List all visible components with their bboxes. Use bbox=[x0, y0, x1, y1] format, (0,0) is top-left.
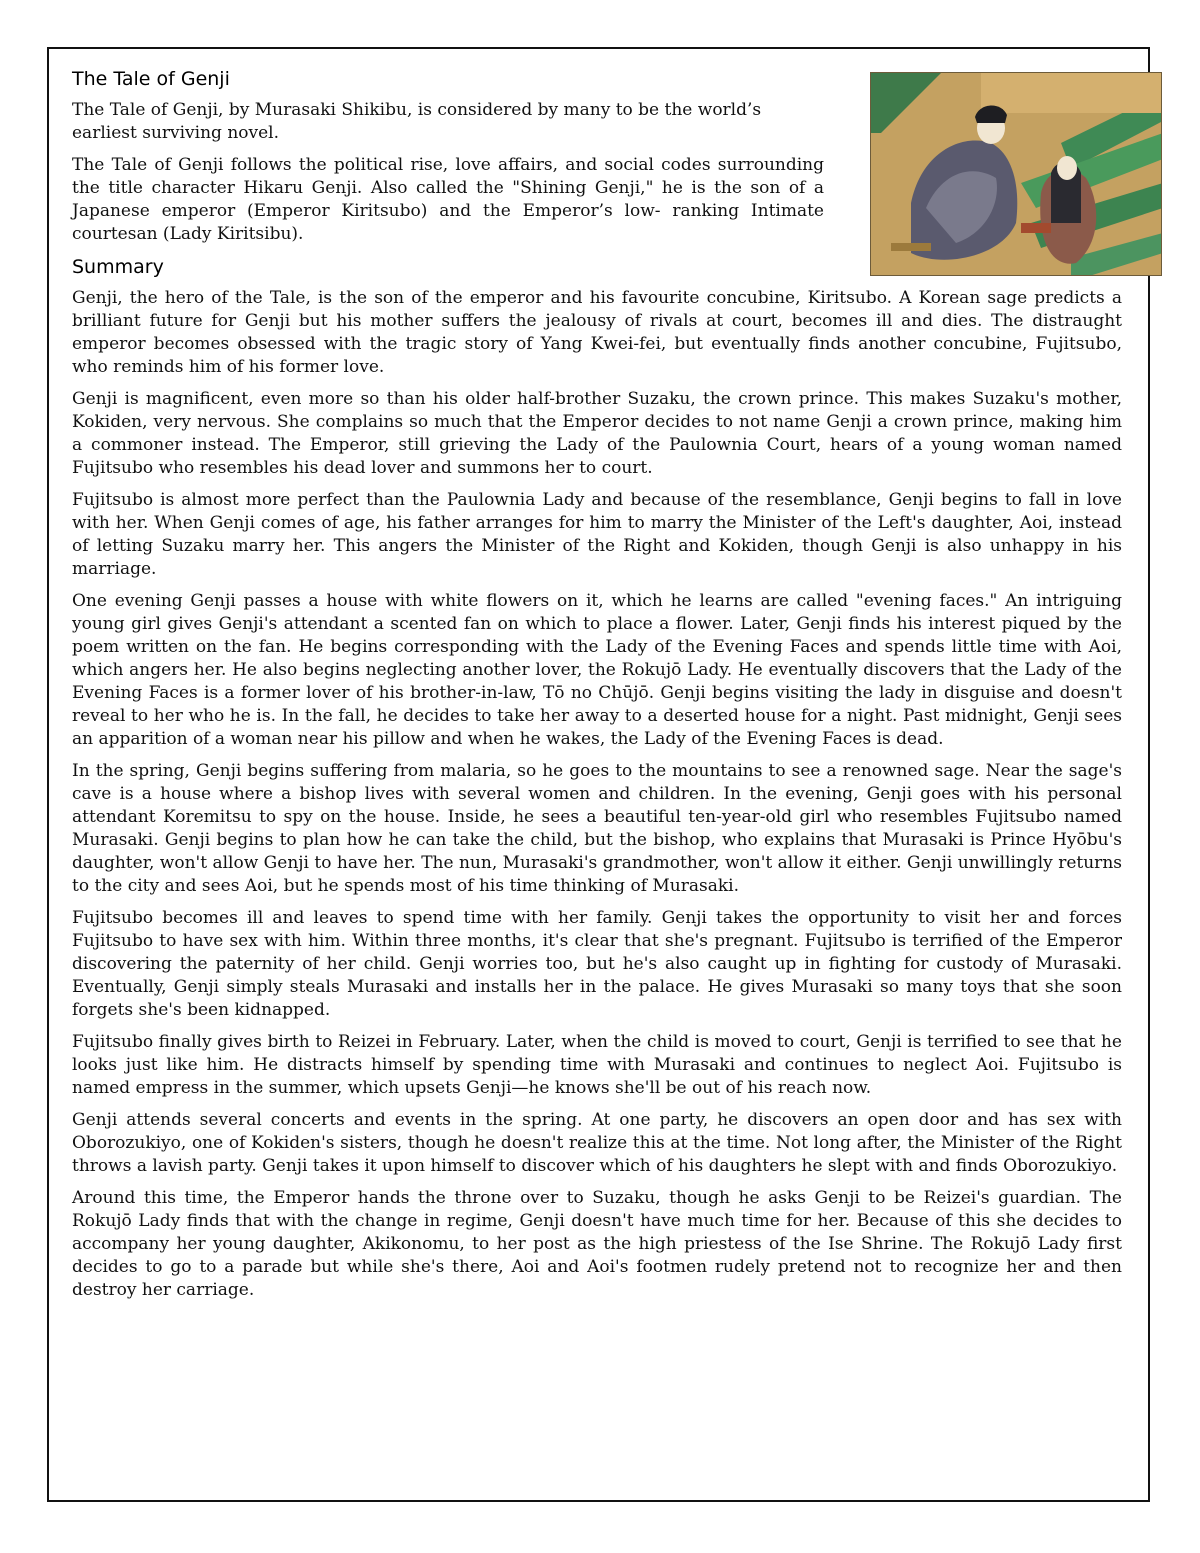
genji-illustration bbox=[870, 72, 1162, 276]
summary-paragraph: Fujitsubo finally gives birth to Reizei in February. Later, when the child is moved to court, Genji is terrified to see that he looks just like him. He distracts himself by spending time with Murasaki and continues to neglect Aoi. Fujitsubo is named empress in the summer, which upsets Genji—he knows she'll be out of his reach now. bbox=[72, 1032, 1122, 1098]
intro-paragraph: The Tale of Genji, by Murasaki Shikibu, is considered by many to be the world’s earliest surviving novel. bbox=[72, 100, 762, 143]
page-frame bbox=[47, 47, 1150, 1502]
summary-paragraph: In the spring, Genji begins suffering from malaria, so he goes to the mountains to see a renowned sage. Near the sage's cave is a house where a bishop lives with several women and children. In the evening, Genji goes with his personal attendant Koremitsu to spy on the house. Inside, he sees a beautiful ten-year-old girl who resembles Fujitsubo named Murasaki. Genji begins to plan how he can take the child, but the bishop, who explains that Murasaki is Prince Hyōbu's daughter, won't allow Genji to have her. The nun, Murasaki's grandmother, won't allow it either. Genji unwillingly returns to the city and sees Aoi, but he spends most of his time thinking of Murasaki. bbox=[72, 761, 1122, 896]
summary-paragraph: Genji is magnificent, even more so than his older half-brother Suzaku, the crown prince. This makes Suzaku's mother, Kokiden, very nervous. She complains so much that the Emperor decides to not name Genji a crown prince, making him a commoner instead. The Emperor, still grieving the Lady of the Paulownia Court, hears of a young woman named Fujitsubo who resembles his dead lover and summons her to court. bbox=[72, 389, 1122, 478]
page-title: The Tale of Genji bbox=[72, 68, 230, 90]
intro-paragraph: The Tale of Genji follows the political rise, love affairs, and social codes surrounding the title character Hikaru Genji. Also called the "Shining Genji," he is the son of a Japanese emperor (Emperor Kiritsubo) and the Emperor’s low- ranking Intimate courtesan (Lady Kiritsibu). bbox=[72, 155, 824, 244]
summary-paragraph: Genji attends several concerts and events in the spring. At one party, he discovers an open door and has sex with Oborozukiyo, one of Kokiden's sisters, though he doesn't realize this at the time. Not long after, the Minister of the Right throws a lavish party. Genji takes it upon himself to discover which of his daughters he slept with and finds Oborozukiyo. bbox=[72, 1110, 1122, 1176]
summary-paragraph: Fujitsubo becomes ill and leaves to spend time with her family. Genji takes the opportunity to visit her and forces Fujitsubo to have sex with him. Within three months, it's clear that she's pregnant. Fujitsubo is terrified of the Emperor discovering the paternity of her child. Genji worries too, but he's also caught up in fighting for custody of Murasaki. Eventually, Genji simply steals Murasaki and installs her in the palace. He gives Murasaki so many toys that she soon forgets she's been kidnapped. bbox=[72, 908, 1122, 1020]
summary-section bbox=[72, 287, 1122, 1302]
summary-paragraph: One evening Genji passes a house with white flowers on it, which he learns are called "evening faces." An intriguing young girl gives Genji's attendant a scented fan on which to place a flower. Later, Genji finds his interest piqued by the poem written on the fan. He begins corresponding with the Lady of the Evening Faces and spends little time with Aoi, which angers her. He also begins neglecting another lover, the Rokujō Lady. He eventually discovers that the Lady of the Evening Faces is a former lover of his brother-in-law, Tō no Chūjō. Genji begins visiting the lady in disguise and doesn't reveal to her who he is. In the fall, he decides to take her away to a deserted house for a night. Past midnight, Genji sees an apparition of a woman near his pillow and when he wakes, the Lady of the Evening Faces is dead. bbox=[72, 591, 1122, 749]
painting-icon bbox=[871, 73, 1162, 276]
summary-paragraph: Genji, the hero of the Tale, is the son of the emperor and his favourite concubine, Kiritsubo. A Korean sage predicts a brilliant future for Genji but his mother suffers the jealousy of rivals at court, becomes ill and dies. The distraught emperor becomes obsessed with the tragic story of Yang Kwei-fei, but eventually finds another concubine, Fujitsubo, who reminds him of his former love. bbox=[72, 288, 1122, 377]
summary-paragraph: Fujitsubo is almost more perfect than the Paulownia Lady and because of the resemblance, Genji begins to fall in love with her. When Genji comes of age, his father arranges for him to marry the Minister of the Left's daughter, Aoi, instead of letting Suzaku marry her. This angers the Minister of the Right and Kokiden, though Genji is also unhappy in his marriage. bbox=[72, 490, 1122, 579]
intro-section bbox=[72, 67, 824, 279]
summary-heading: Summary bbox=[72, 256, 164, 278]
document-body bbox=[72, 67, 1122, 1311]
summary-paragraph: Around this time, the Emperor hands the throne over to Suzaku, though he asks Genji to be Reizei's guardian. The Rokujō Lady finds that with the change in regime, Genji doesn't have much time for her. Because of this she decides to accompany her young daughter, Akikonomu, to her post as the high priestess of the Ise Shrine. The Rokujō Lady first decides to go to a parade but while she's there, Aoi and Aoi's footmen rudely pretend not to recognize her and then destroy her carriage. bbox=[72, 1188, 1122, 1300]
